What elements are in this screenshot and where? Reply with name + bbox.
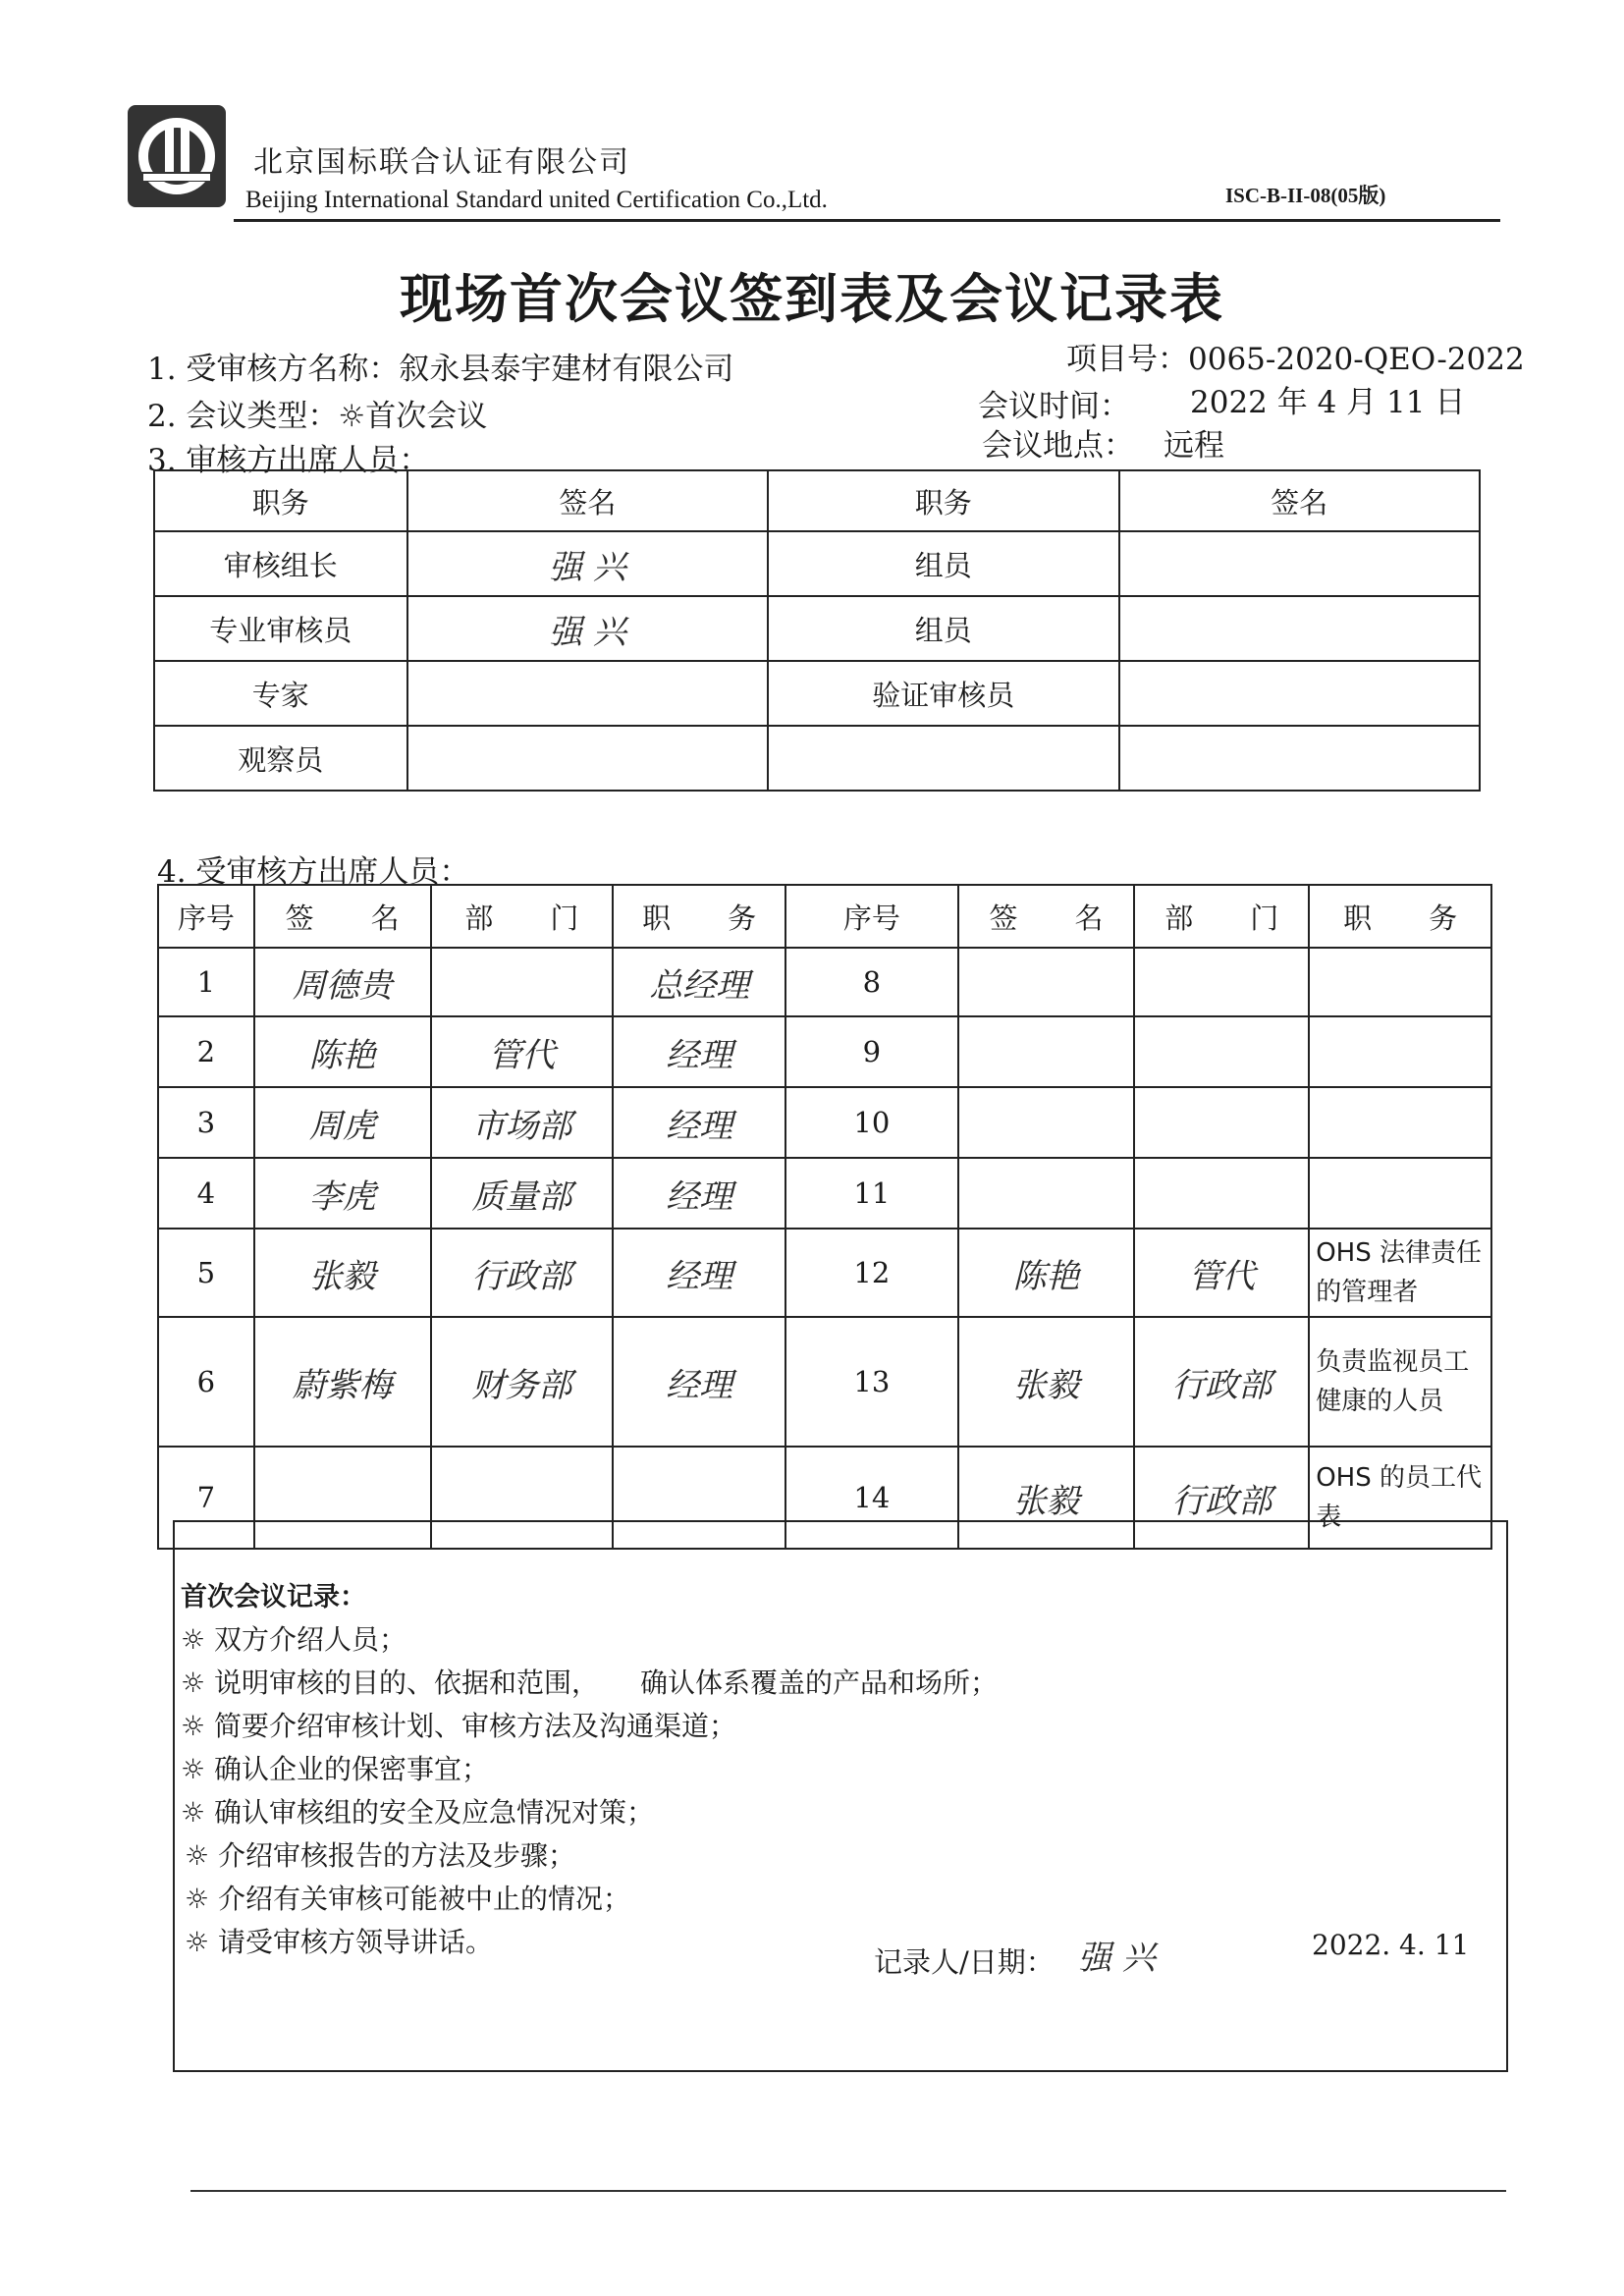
header-role: 职务	[154, 470, 407, 531]
no-cell: 11	[785, 1158, 958, 1229]
department-cell: 行政部	[431, 1229, 614, 1317]
position-cell: OHS 法律责任的管理者	[1309, 1229, 1491, 1317]
notes-title: 首次会议记录：	[181, 1582, 366, 1613]
header-divider	[234, 219, 1500, 222]
header-department: 部 门	[431, 885, 614, 948]
note-item: ☼ 请受审核方领导讲话。	[185, 1926, 494, 1958]
form-number: ISC-B-II-08(05版)	[1225, 184, 1386, 207]
role-cell: 组员	[768, 531, 1118, 596]
no-cell: 12	[785, 1229, 958, 1317]
table-row	[158, 1229, 1491, 1317]
no-cell: 1	[158, 948, 254, 1016]
header-position: 职 务	[613, 885, 785, 948]
record-date: 2022. 4. 11	[1312, 1929, 1470, 1961]
signature-cell: 强 兴	[407, 531, 768, 596]
attendees-table-header	[158, 885, 1491, 948]
department-cell: 行政部	[1134, 1447, 1309, 1549]
company-logo	[126, 103, 228, 209]
no-cell: 14	[785, 1447, 958, 1549]
position-cell: 经理	[613, 1158, 785, 1229]
no-cell: 4	[158, 1158, 254, 1229]
department-cell: 管代	[1134, 1229, 1309, 1317]
signature-cell	[958, 1016, 1135, 1087]
header-signature: 签 名	[254, 885, 431, 948]
no-cell: 3	[158, 1087, 254, 1158]
signature-cell	[1119, 596, 1480, 661]
department-cell	[1134, 1087, 1309, 1158]
department-cell	[431, 948, 614, 1016]
signature-cell	[407, 661, 768, 726]
signature-cell: 李虎	[254, 1158, 431, 1229]
department-cell	[1134, 1016, 1309, 1087]
audit-table-header	[154, 470, 1480, 531]
meeting-type: 2. 会议类型：☼首次会议	[147, 399, 488, 434]
no-cell: 5	[158, 1229, 254, 1317]
auditee-name: 1. 受审核方名称：叙永县泰宇建材有限公司	[147, 352, 734, 387]
position-cell: 经理	[613, 1016, 785, 1087]
department-cell: 市场部	[431, 1087, 614, 1158]
signature-cell	[1119, 726, 1480, 791]
signature-cell	[958, 1158, 1135, 1229]
position-cell	[1309, 1087, 1491, 1158]
signature-cell: 张毅	[958, 1447, 1135, 1549]
table-row	[158, 948, 1491, 1016]
department-cell	[1134, 1158, 1309, 1229]
footer-divider	[190, 2190, 1506, 2192]
no-cell: 2	[158, 1016, 254, 1087]
no-cell: 13	[785, 1317, 958, 1447]
department-cell: 行政部	[1134, 1317, 1309, 1447]
signature-cell: 张毅	[254, 1229, 431, 1317]
meeting-place-label: 会议地点：	[982, 428, 1134, 464]
header-role: 职务	[768, 470, 1118, 531]
role-cell: 专家	[154, 661, 407, 726]
company-name-cn: 北京国标联合认证有限公司	[253, 145, 630, 180]
role-cell: 审核组长	[154, 531, 407, 596]
no-cell: 10	[785, 1087, 958, 1158]
note-item: ☼ 简要介绍审核计划、审核方法及沟通渠道；	[181, 1710, 737, 1742]
auditee-attendees-label: 4. 受审核方出席人员：	[157, 854, 470, 890]
note-item: ☼ 双方介绍人员；	[181, 1623, 407, 1656]
role-cell: 专业审核员	[154, 596, 407, 661]
role-cell: 组员	[768, 596, 1118, 661]
note-item: ☼ 介绍有关审核可能被中止的情况；	[185, 1883, 631, 1915]
signature-cell	[1119, 531, 1480, 596]
table-row	[158, 1087, 1491, 1158]
signature-cell: 陈艳	[254, 1016, 431, 1087]
header-department: 部 门	[1134, 885, 1309, 948]
position-cell: 负责监视员工健康的人员	[1309, 1317, 1491, 1447]
meeting-time: 2022 年 4 月 11 日	[1190, 385, 1466, 420]
no-cell: 6	[158, 1317, 254, 1447]
table-row	[158, 1016, 1491, 1087]
role-cell	[768, 726, 1118, 791]
note-item: ☼ 确认审核组的安全及应急情况对策；	[181, 1796, 655, 1829]
position-cell	[1309, 1016, 1491, 1087]
position-cell: 经理	[613, 1317, 785, 1447]
project-number: 项目号：0065-2020-QEO-2022	[1066, 342, 1525, 377]
company-name-en: Beijing International Standard united Certification Co.,Ltd.	[245, 187, 828, 213]
meeting-place: 远程	[1164, 428, 1224, 464]
role-cell: 验证审核员	[768, 661, 1118, 726]
signature-cell	[1119, 661, 1480, 726]
header-signature: 签 名	[958, 885, 1135, 948]
note-item: ☼ 确认企业的保密事宜；	[181, 1753, 490, 1785]
signature-cell: 蔚紫梅	[254, 1317, 431, 1447]
table-row	[158, 1158, 1491, 1229]
signature-cell: 张毅	[958, 1317, 1135, 1447]
header-position: 职 务	[1309, 885, 1491, 948]
auditee-attendees-table	[157, 884, 1492, 1550]
note-item: ☼ 说明审核的目的、依据和范围， 确认体系覆盖的产品和场所；	[181, 1667, 999, 1699]
department-cell: 财务部	[431, 1317, 614, 1447]
position-cell	[1309, 948, 1491, 1016]
recorder-signature: 强 兴	[1078, 1939, 1156, 1978]
signature-cell: 陈艳	[958, 1229, 1135, 1317]
position-cell: 总经理	[613, 948, 785, 1016]
no-cell: 7	[158, 1447, 254, 1549]
department-cell	[1134, 948, 1309, 1016]
recorder-label: 记录人/日期：	[874, 1945, 1055, 1979]
header-signature: 签名	[1119, 470, 1480, 531]
signature-cell: 周德贵	[254, 948, 431, 1016]
position-cell: 经理	[613, 1229, 785, 1317]
department-cell: 质量部	[431, 1158, 614, 1229]
signature-cell: 强 兴	[407, 596, 768, 661]
position-cell	[1309, 1158, 1491, 1229]
signature-cell	[958, 1087, 1135, 1158]
table-row	[154, 531, 1480, 596]
no-cell: 9	[785, 1016, 958, 1087]
table-row	[158, 1317, 1491, 1447]
position-cell: OHS 的员工代表	[1309, 1447, 1491, 1549]
position-cell: 经理	[613, 1087, 785, 1158]
role-cell: 观察员	[154, 726, 407, 791]
header-no: 序号	[158, 885, 254, 948]
header-no: 序号	[785, 885, 958, 948]
table-row	[154, 596, 1480, 661]
header-signature: 签名	[407, 470, 768, 531]
meeting-time-label: 会议时间：	[978, 389, 1130, 424]
signature-cell	[958, 948, 1135, 1016]
department-cell: 管代	[431, 1016, 614, 1087]
signature-cell	[407, 726, 768, 791]
no-cell: 8	[785, 948, 958, 1016]
table-row	[154, 661, 1480, 726]
table-row	[154, 726, 1480, 791]
note-item: ☼ 介绍审核报告的方法及步骤；	[185, 1839, 576, 1872]
document-title: 现场首次会议签到表及会议记录表	[400, 268, 1224, 330]
signature-cell: 周虎	[254, 1087, 431, 1158]
audit-team-table	[153, 469, 1481, 792]
audit-team-label: 3. 审核方出席人员：	[147, 443, 430, 478]
